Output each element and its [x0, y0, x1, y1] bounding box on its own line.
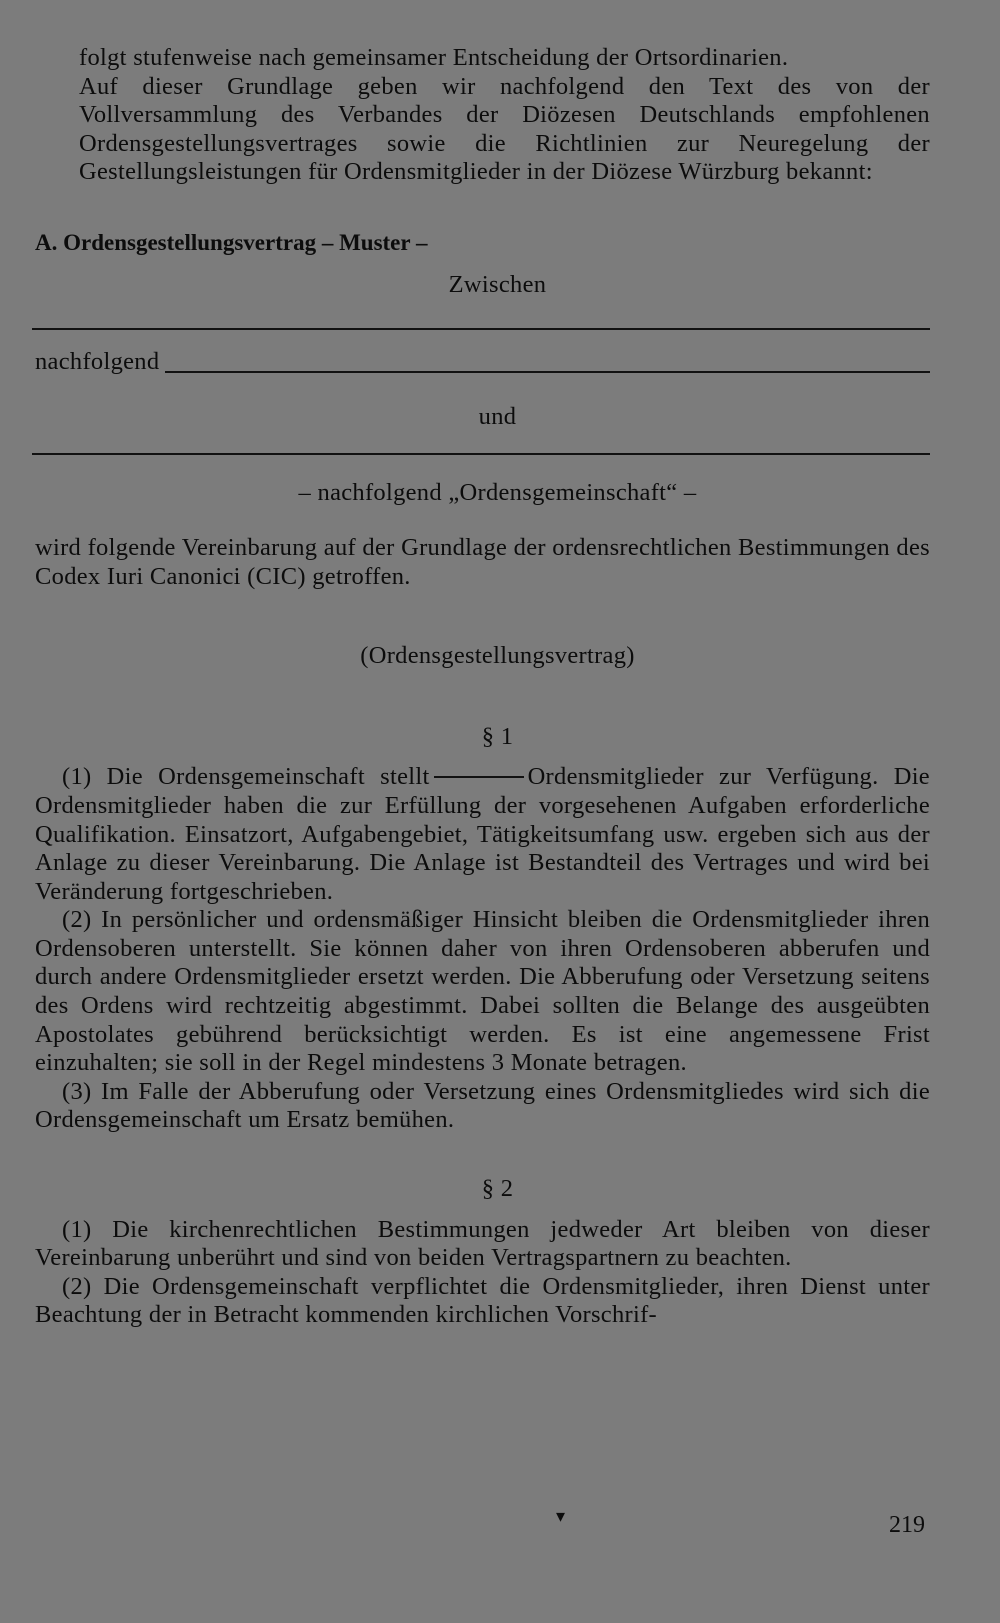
nachfolgend-row	[35, 348, 930, 377]
section-2-body	[35, 1216, 930, 1330]
section-1-paragraph-1	[35, 763, 930, 906]
blank-line-party-2	[32, 453, 930, 455]
section-1-sign: § 1	[481, 722, 514, 750]
section-2-sign: § 2	[481, 1175, 514, 1203]
page-number: 219	[889, 1512, 925, 1538]
zwischen-label: Zwischen	[448, 270, 547, 298]
vereinbarung-paragraph: wird folgende Vereinbarung auf der Grundlage der ordensrechtlichen Bestimmungen des Codex Iuri Canonici (CIC) getroffen.	[35, 533, 930, 590]
document-page	[35, 44, 930, 1330]
ordensgemeinschaft-label: – nachfolgend „Ordensgemeinschaft“ –	[298, 479, 697, 507]
nachfolgend-label: nachfolgend	[35, 348, 160, 376]
contract-title: (Ordensgestellungsvertrag)	[360, 642, 635, 670]
section-1-paragraph-3: (3) Im Falle der Abberufung oder Versetzung eines Ordensmitgliedes wird sich die Ordensgemeinschaft um Ersatz bemühen.	[35, 1077, 930, 1134]
intro-paragraph	[35, 44, 930, 187]
und-label: und	[478, 402, 517, 430]
number-blank-line	[434, 776, 524, 778]
section-heading-a: A. Ordensgestellungsvertrag – Muster –	[35, 229, 428, 255]
section-2-paragraph-1: (1) Die kirchenrechtlichen Bestimmungen jedweder Art bleiben von dieser Vereinbarung unberührt und sind von beiden Vertragspartnern zu beachten.	[35, 1215, 930, 1272]
section-1-p1-before: (1) Die Ordensgemeinschaft stellt	[62, 763, 430, 791]
section-2-paragraph-2: (2) Die Ordensgemeinschaft verpflichtet die Ordensmitglieder, ihren Dienst unter Beachtung der in Betracht kommenden kirchlichen Vorschrif-	[35, 1272, 930, 1329]
intro-first-line: folgt stufenweise nach gemeinsamer Entscheidung der Ortsordinarien.	[79, 44, 789, 71]
section-1-p1-after: Ordensmitglieder zur Verfügung. Die Ordensmitglieder haben die zur Erfüllung der vorgesehenen Aufgaben erforderliche Qualifikation. Einsatzort, Aufgabengebiet, Tätigkeitsumfang usw. ergeben sich aus der Anlage zu dieser Vereinbarung. Die Anlage ist Bestandteil des Vertrages und wird bei Veränderung fortgeschrieben.	[35, 763, 930, 905]
blank-line-party-1	[32, 328, 930, 330]
print-mark: ▾	[556, 1506, 566, 1526]
page-footer	[0, 1506, 1000, 1542]
section-1-paragraph-2: (2) In persönlicher und ordensmäßiger Hinsicht bleiben die Ordensmitglieder ihren Ordensoberen unterstellt. Sie können daher von ihren Ordensoberen abberufen und durch andere Ordensmitglieder ersetzt werden. Die Abberufung oder Versetzung seitens des Ordens wird rechtzeitig abgestimmt. Dabei sollten die Belange des ausgeübten Apostolates gebührend berücksichtigt werden. Es ist eine angemessene Frist einzuhalten; sie soll in der Regel mindestens 3 Monate betragen.	[35, 906, 930, 1077]
section-1-body	[35, 763, 930, 1135]
intro-text: Auf dieser Grundlage geben wir nachfolgend den Text des von der Vollversammlung des Verbandes der Diözesen Deutschlands empfohlenen Ordensgestellungsvertrages sowie die Richtlinien zur Neuregelung der Gestellungsleistungen für Ordensmitglieder in der Diözese Würzburg bekannt:	[79, 72, 930, 186]
nachfolgend-blank-line	[165, 371, 930, 373]
